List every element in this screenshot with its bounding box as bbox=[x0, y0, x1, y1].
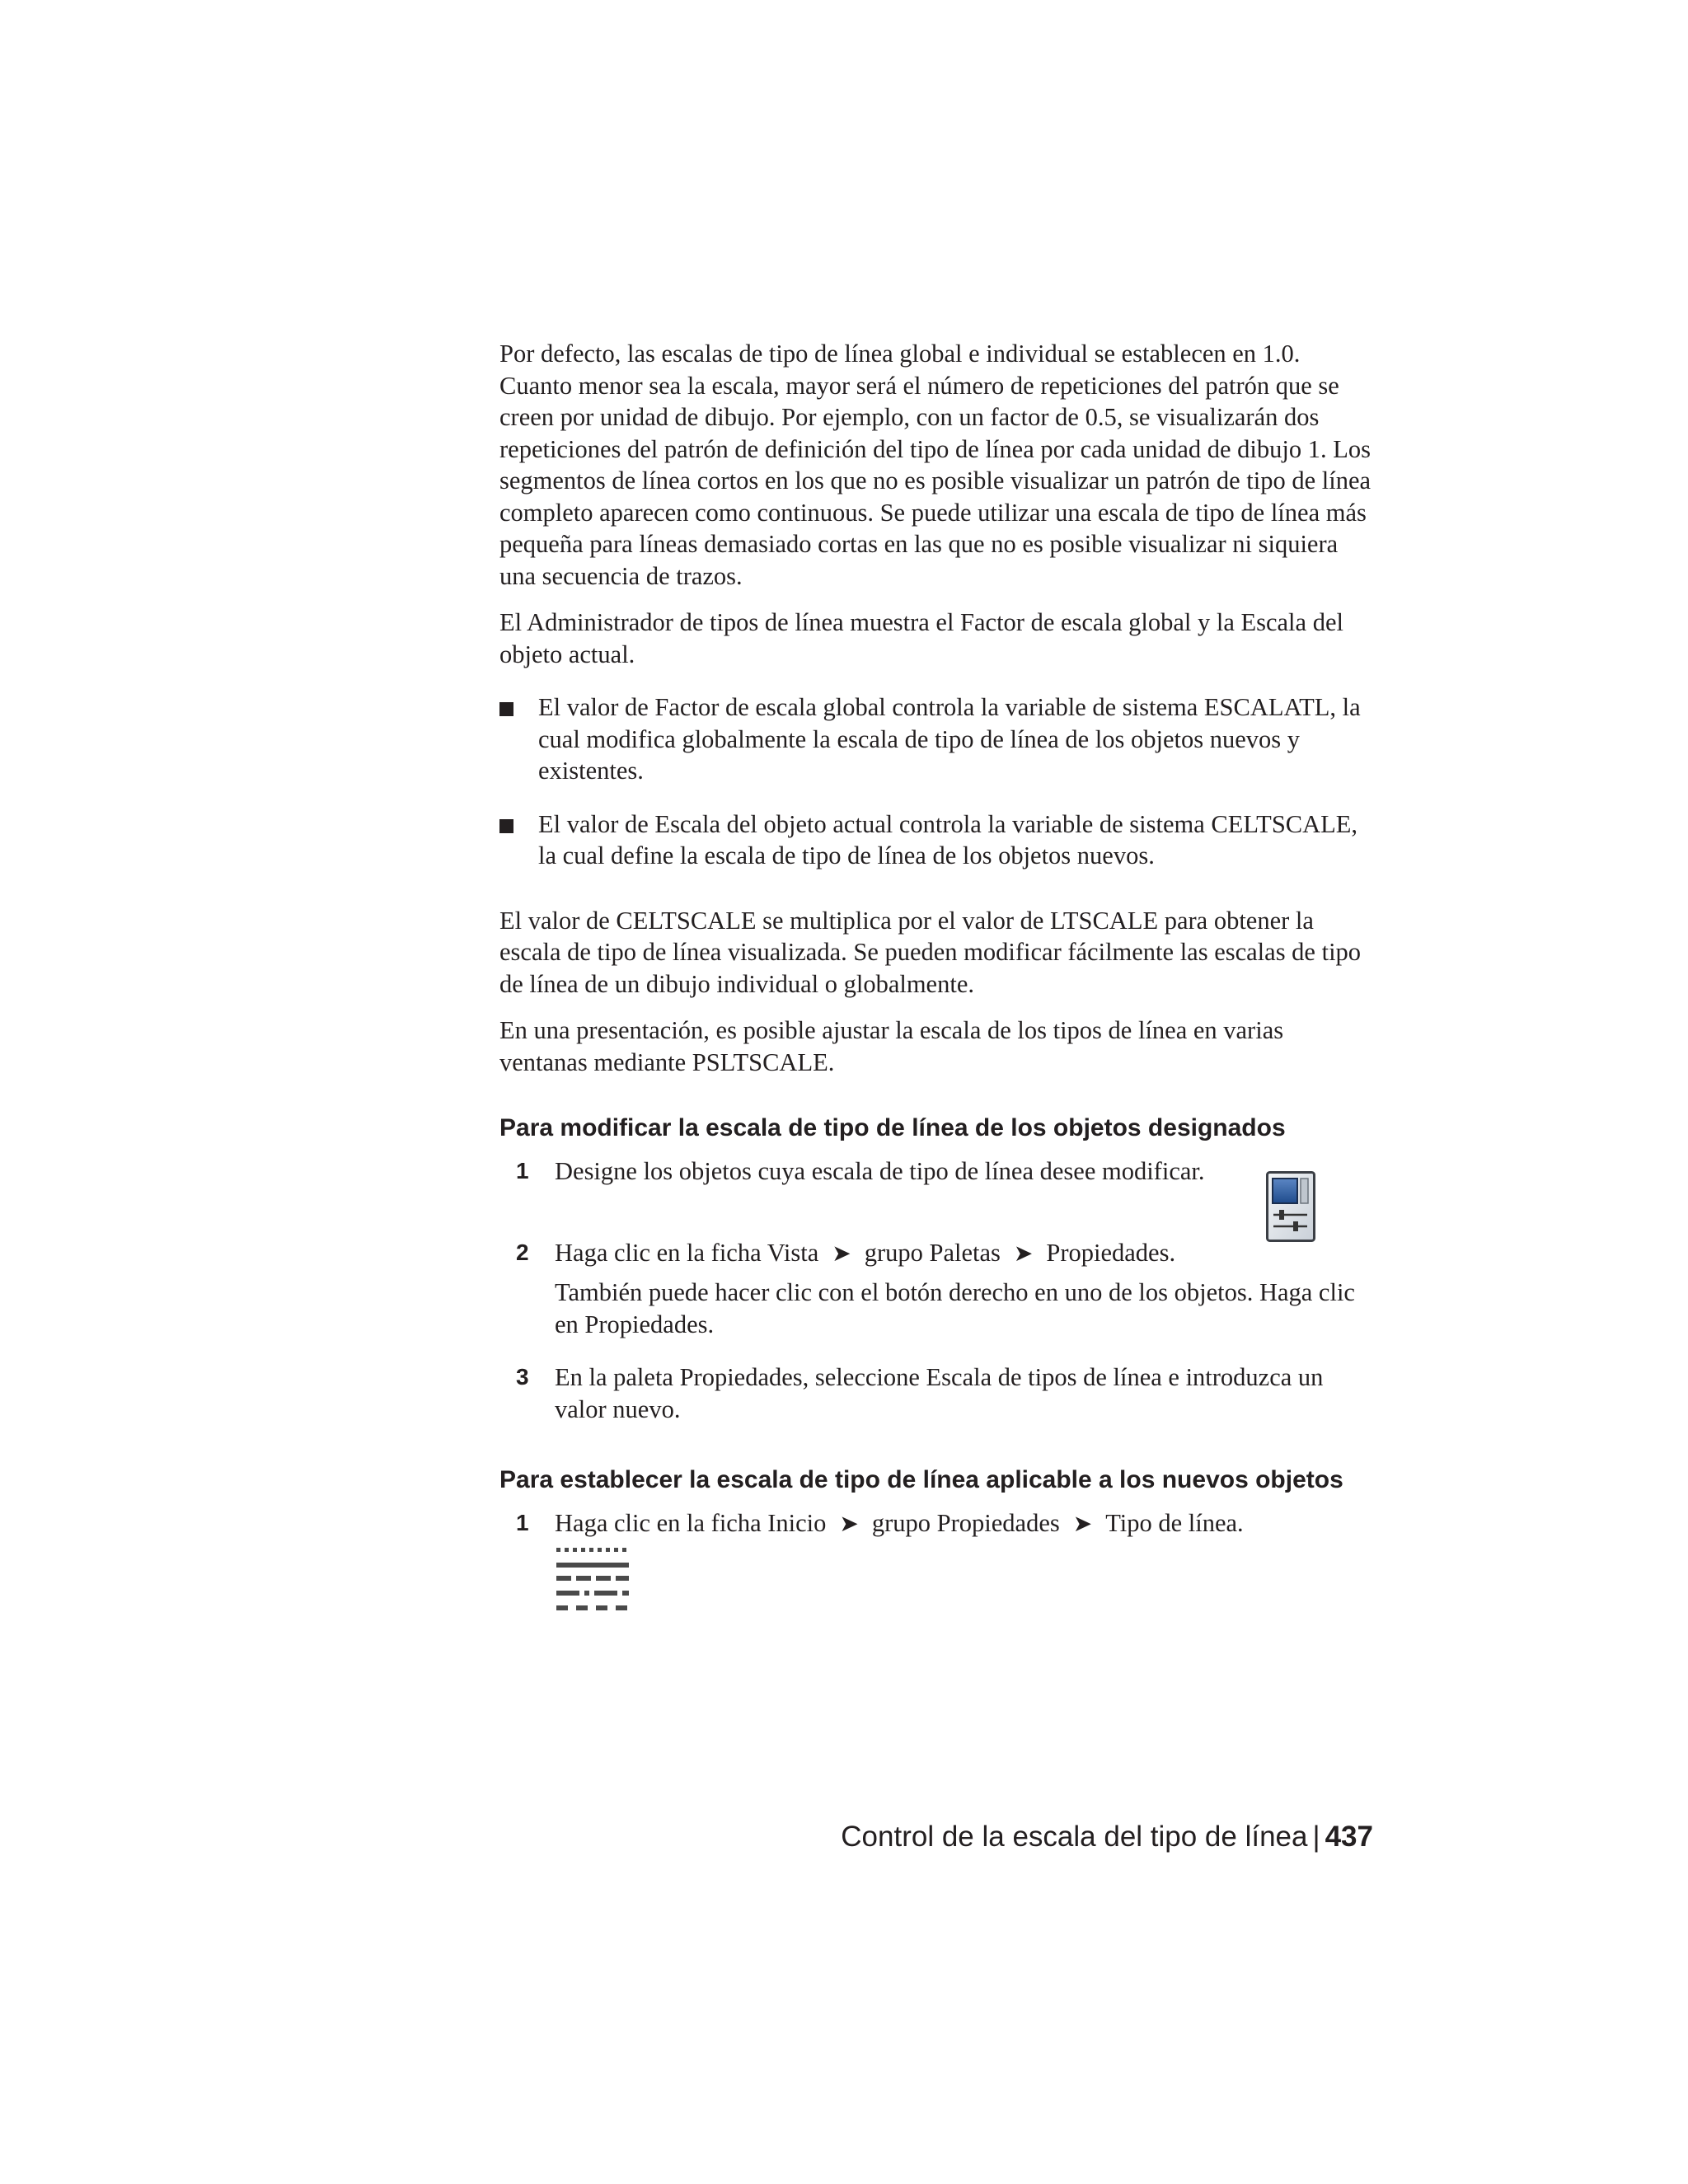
footer-title: Control de la escala del tipo de línea bbox=[841, 1821, 1308, 1853]
step-text: Haga clic en la ficha Vista ➤ grupo Paletas ➤ Propiedades. bbox=[555, 1237, 1373, 1271]
list-item bbox=[499, 691, 1373, 787]
bullet-list bbox=[499, 691, 1373, 872]
procedure-step bbox=[499, 1507, 1373, 1615]
bullet-text: El valor de Escala del objeto actual controla la variable de sistema CELTSCALE, la cual define la escala de tipo de línea de los objetos nuevos. bbox=[538, 809, 1358, 869]
page-number: 437 bbox=[1325, 1821, 1373, 1853]
page-content bbox=[499, 338, 1373, 1635]
linetype-icon bbox=[555, 1544, 631, 1615]
paragraph-celtscale: El valor de CELTSCALE se multiplica por el valor de LTSCALE para obtener la escala de tipo de línea visualizada. Se pueden modificar fácilmente las escalas de tipo de línea de un dibujo individual o globalmente. bbox=[499, 906, 1362, 998]
menu-arrow-icon: ➤ bbox=[839, 1511, 859, 1537]
step-number: 1 bbox=[516, 1510, 529, 1535]
step-number: 3 bbox=[516, 1364, 529, 1390]
footer-separator: | bbox=[1312, 1821, 1320, 1853]
bullet-square-icon bbox=[499, 702, 513, 716]
procedure-step bbox=[499, 1237, 1373, 1341]
menu-arrow-icon: ➤ bbox=[1013, 1240, 1034, 1267]
menu-arrow-icon: ➤ bbox=[832, 1240, 851, 1267]
paragraph-intro: Por defecto, las escalas de tipo de línea global e individual se establecen en 1.0. Cuanto menor sea la escala, mayor será el número de repeticiones del patrón que se creen por unidad de dibujo. Por ejemplo, con un factor de 0.5, se visualizarán dos repeticiones del patrón de definición del tipo de línea por cada unidad de dibujo 1. Los segmentos de línea cortos en los que no es posible visualizar un patrón de tipo de línea completo aparecen como continuous. Se puede utilizar una escala de tipo de línea más pequeña para líneas demasiado cortas en las que no es posible visualizar ni siquiera una secuencia de trazos. bbox=[499, 340, 1372, 590]
paragraph-admin: El Administrador de tipos de línea muestra el Factor de escala global y la Escala del objeto actual. bbox=[499, 608, 1343, 668]
procedure-title-modify: Para modificar la escala de tipo de línea de los objetos designados bbox=[499, 1114, 1286, 1141]
step-text: Haga clic en la ficha Inicio ➤ grupo Propiedades ➤ Tipo de línea. bbox=[555, 1507, 1373, 1541]
paragraph-psltscale: En una presentación, es posible ajustar la escala de los tipos de línea en varias ventanas mediante PSLTSCALE. bbox=[499, 1016, 1284, 1076]
procedure-title-new-objects: Para establecer la escala de tipo de línea aplicable a los nuevos objetos bbox=[499, 1466, 1343, 1493]
step-number: 1 bbox=[516, 1158, 529, 1183]
properties-palette-icon bbox=[1266, 1171, 1315, 1242]
menu-arrow-icon: ➤ bbox=[1072, 1511, 1093, 1537]
step-text: En la paleta Propiedades, seleccione Escala de tipos de línea e introduzca un valor nuevo. bbox=[555, 1363, 1324, 1423]
bullet-square-icon bbox=[499, 819, 513, 833]
step-subtext: También puede hacer clic con el botón derecho en uno de los objetos. Haga clic en Propiedades. bbox=[555, 1278, 1355, 1338]
bullet-text: El valor de Factor de escala global controla la variable de sistema ESCALATL, la cual modifica globalmente la escala de tipo de línea de los objetos nuevos y existentes. bbox=[538, 693, 1361, 785]
page-footer bbox=[499, 1819, 1373, 1855]
step-number: 2 bbox=[516, 1239, 529, 1265]
list-item bbox=[499, 808, 1373, 872]
procedure-step bbox=[499, 1361, 1373, 1425]
procedure-step bbox=[499, 1155, 1373, 1188]
step-text: Designe los objetos cuya escala de tipo de línea desee modificar. bbox=[555, 1157, 1205, 1185]
